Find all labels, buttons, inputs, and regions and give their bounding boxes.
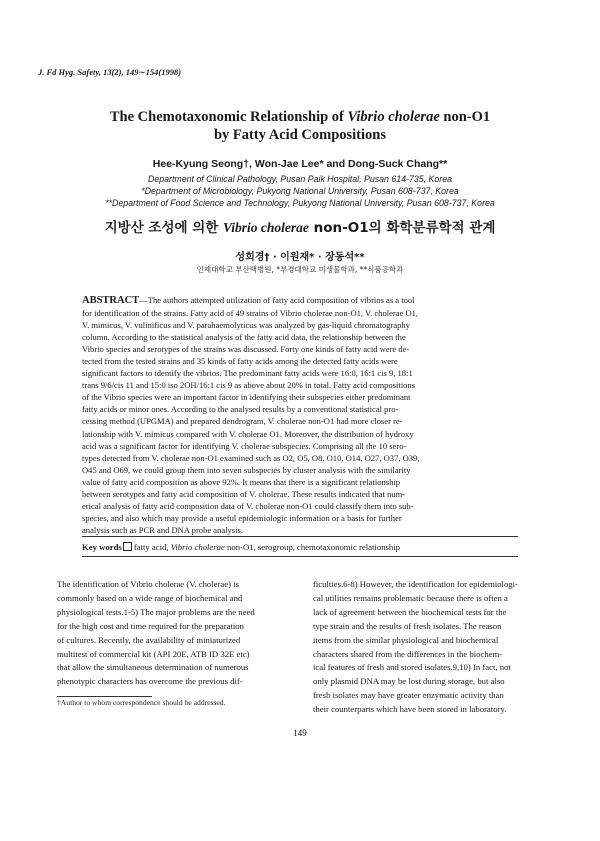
abstract-line: column. According to the statistical analysis of the fatty acid data, the relationship between the — [82, 332, 406, 343]
body-line: that allow the simultaneous determination of numerous — [57, 662, 249, 673]
abstract-line: types detected from V. cholerae non-O1 examined such as O2, O5, O8, O10, O14, O27, O37, O39, — [82, 452, 420, 463]
body-column-right — [313, 578, 523, 717]
abstract — [82, 294, 518, 536]
keywords-species: Vibrio cholerae — [170, 542, 225, 552]
affiliation-3: **Department of Food Science and Technology, Pukyong National University, Pusan 608-737, Korea — [105, 198, 495, 208]
keywords-text: fatty acid, — [133, 542, 171, 552]
body-line: of cultures. Recently, the availability of miniaturized — [57, 634, 241, 645]
title-text: non-O1 — [439, 109, 491, 125]
title-text: The Chemotaxonomic Relationship of — [109, 109, 348, 125]
abstract-line: of the Vibrio species were an important factor in identifying their subspecies either predominant — [82, 392, 411, 403]
body-line: lack of agreement between the biochemical tests for the — [313, 606, 507, 617]
body-line: characters shared from the differences in the biochem- — [313, 648, 503, 659]
korean-authors: 성희경† · 이원재* · 장동석** — [235, 252, 365, 263]
body-line: multitest of commercial kit (API 20E, ATB ID 32E etc) — [57, 648, 250, 659]
abstract-line: O45 and O69, we could group them into seven subspecies by cluster analysis with the similarity — [82, 464, 411, 475]
keywords-label: Key words — [82, 542, 122, 552]
abstract-line: fatty acids or minor ones. According to the analysed results by a conventional statistical pro- — [82, 404, 399, 415]
body-column-left — [57, 578, 267, 689]
body-line: only plasmid DNA may be lost during storage, but also — [313, 676, 505, 687]
korean-title — [0, 216, 600, 236]
keywords-text: non-O1, serogroup, chemotaxonomic relationship — [224, 542, 401, 552]
paper-title — [0, 108, 600, 144]
body-line: ficulties.6-8) However, the identification for epidemiologi- — [313, 579, 518, 589]
body-line: cal utilities remains problematic because there is often a — [313, 592, 508, 603]
body-line: phenotypic characters has overcome the previous dif- — [57, 676, 243, 687]
checkbox-icon — [123, 542, 132, 551]
title-line-1 — [0, 108, 600, 126]
body-line: physiological tests.1-5) The major problems are the need — [57, 606, 255, 617]
korean-affiliations: 인제대학교 부산백병원, *부경대학교 미생물학과, **식품공학과 — [196, 265, 404, 274]
abstract-line: analysis such as PCR and DNA probe analysis. — [82, 524, 243, 535]
title-line-2: by Fatty Acid Compositions — [213, 127, 386, 143]
abstract-line: trans 9/6/cis 11 and 15:0 iso 2OH/16:1 cis 9 as above about 20% in total. Fatty acid compositions — [82, 380, 415, 391]
abstract-text: —The authors attempted utilization of fatty acid composition of vibrios as a tool — [139, 295, 415, 305]
body-line: for the high cost and time required for the preparation — [57, 620, 244, 631]
abstract-line: acid was a significant factor for identifying V. cholerae subspecies. Comprising all the 10 sero- — [82, 440, 407, 451]
abstract-line: for identification of the strains. Fatty acid of 49 strains of Vibrio cholerae non-O1, V. cholerae O1, — [82, 308, 419, 319]
abstract-line: V. mimicus, V. vulinificus and V. parahaemolyticus was analyzed by gas-liquid chromatography — [82, 320, 410, 331]
keywords-rule-bottom — [82, 556, 518, 557]
abstract-line: value of fatty acid composition as above 92%. It means that there is a significant relationship — [82, 476, 401, 487]
keywords — [82, 542, 400, 552]
keywords-rule-top — [82, 536, 518, 537]
abstract-line: lationship with V. mimicus compared with V. cholerae O1. Moreover, the distribution of hydroxy — [82, 428, 414, 439]
body-line: The identification of Vibrio cholerae (V. cholerae) is — [57, 579, 240, 589]
korean-title-species: Vibrio cholerae — [223, 220, 309, 235]
abstract-line: between serotypes and fatty acid composition of V. cholerae. These results indicated that num- — [82, 488, 406, 499]
korean-title-text: 지방산 조성에 의한 — [104, 220, 224, 236]
abstract-line — [82, 294, 518, 307]
affiliation-1: Department of Clinical Pathology, Pusan Paik Hospital, Pusan 614-735, Korea — [148, 174, 452, 184]
abstract-line: significant factors to identify the vibrios. The predominant fatty acids were 16:0, 16:1 cis 9, 18:1 — [82, 368, 413, 379]
korean-title-text: non-O1의 화학분류학적 관계 — [308, 220, 496, 236]
footnote: †Author to whom correspondence should be addressed. — [57, 698, 226, 707]
abstract-line: Vibrio species and serotypes of the strains was discussed. Forty one kinds of fatty acid were de- — [82, 344, 410, 355]
body-line: ical features of fresh and stored isolates.9,10) In fact, not — [313, 662, 511, 673]
abstract-line: erical analysis of fatty acid composition data of V. cholerae non-O1 could classify them into sub- — [82, 500, 414, 511]
affiliation-2: *Department of Microbiology, Pukyong National University, Pusan 608-737, Korea — [141, 186, 459, 196]
page-number: 149 — [293, 728, 307, 738]
body-line: their counterparts which have been stored in laboratory. — [313, 704, 507, 715]
authors: Hee-Kyung Seong†, Won-Jae Lee* and Dong-Suck Chang** — [152, 158, 448, 170]
journal-citation: J. Fd Hyg. Safety, 13(2), 149∼154(1998) — [38, 67, 182, 77]
body-line: fresh isolates may have greater enzymatic activity than — [313, 690, 504, 701]
abstract-line: species, and also which may provide a useful epidemiologic information or a basis for further — [82, 512, 402, 523]
abstract-line: tected from the tested strains and 35 kinds of fatty acids among the detected fatty acids were — [82, 356, 398, 367]
abstract-label: ABSTRACT — [82, 295, 140, 306]
footnote-rule — [57, 696, 152, 697]
body-line: type strain and the results of fresh isolates. The reason — [313, 620, 502, 631]
title-species: Vibrio cholerae — [347, 109, 440, 125]
body-line: commonly based on a wide range of biochemical and — [57, 592, 243, 603]
body-line: items from the similar physiological and biochemical — [313, 634, 499, 645]
abstract-line: cessing method (UPGMA) and prepared dendrogram, V. cholerae non-O1 had more closer re- — [82, 416, 403, 427]
